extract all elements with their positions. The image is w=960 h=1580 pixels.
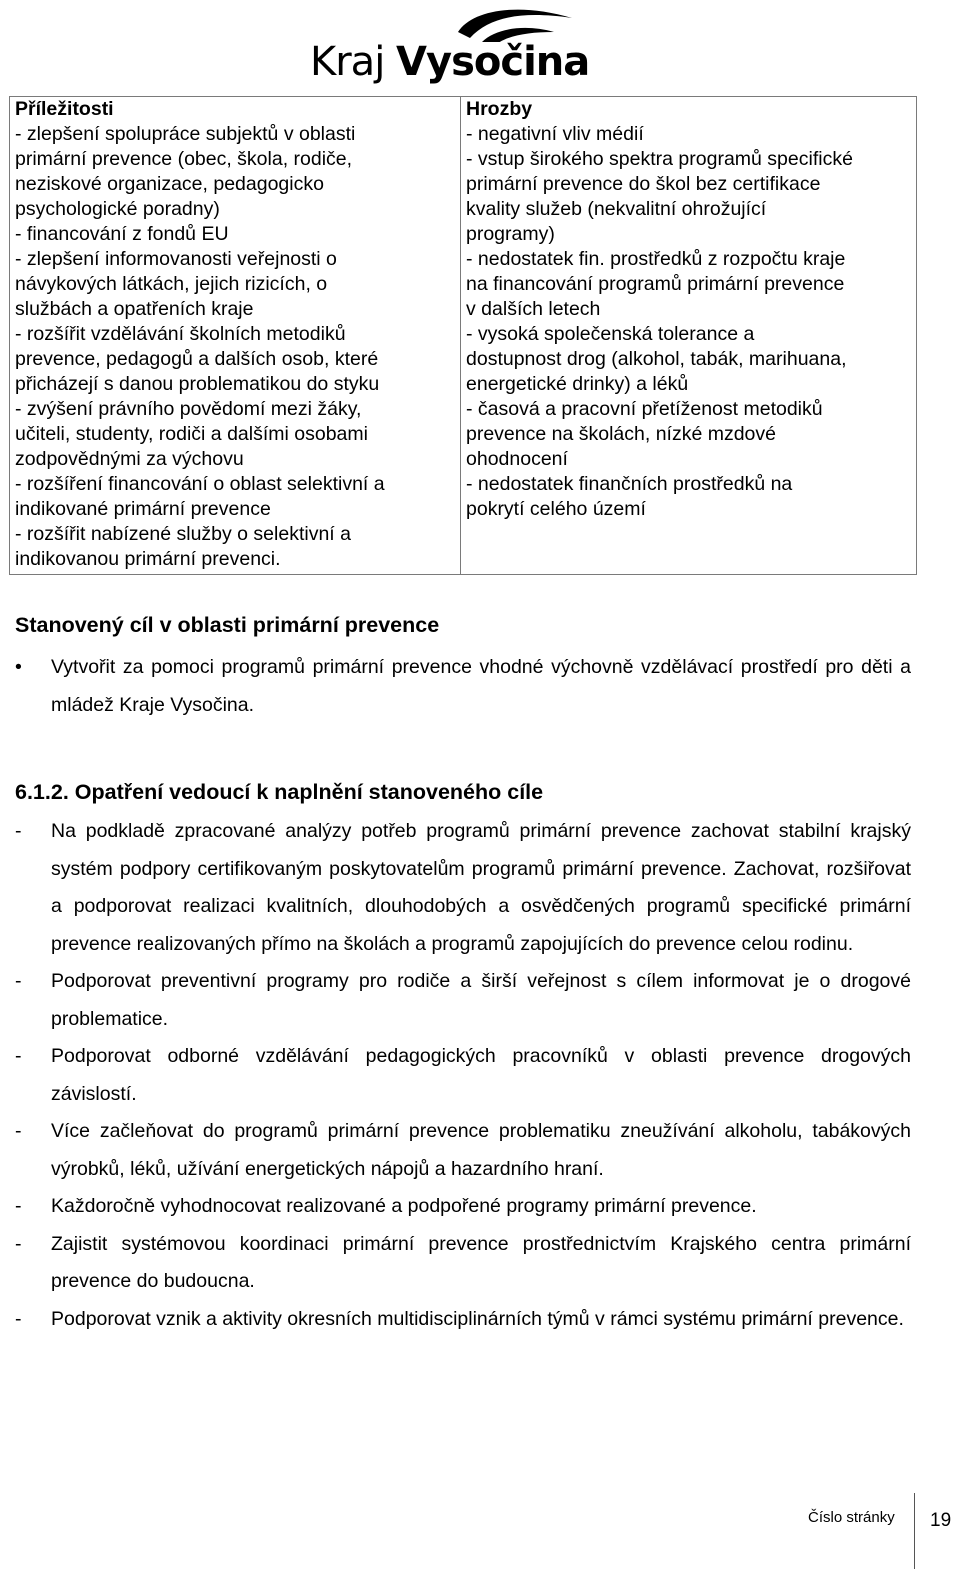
cell-line: zodpovědnými za výchovu bbox=[15, 448, 244, 470]
cell-line: neziskové organizace, pedagogicko bbox=[15, 173, 324, 195]
cell-line: indikované primární prevence bbox=[15, 498, 271, 520]
cell-line: - negativní vliv médií bbox=[466, 123, 644, 145]
cell-line: na financování programů primární prevence bbox=[466, 273, 845, 295]
swot-row bbox=[10, 97, 917, 575]
swot-table bbox=[9, 96, 917, 575]
logo-kraj: Kraj bbox=[310, 39, 385, 85]
swoosh-logo-mark bbox=[310, 2, 580, 42]
cell-line: ohodnocení bbox=[466, 448, 568, 470]
measure-item bbox=[15, 963, 911, 1038]
opportunities-cell bbox=[10, 97, 461, 575]
measure-item bbox=[15, 1226, 911, 1301]
dash-marker: - bbox=[15, 1045, 22, 1067]
measure-text: Na podkladě zpracované analýzy potřeb programů primární prevence zachovat stabilní krajský systém podpory certifikovaným poskytovatelům programů primární prevence. Zachovat, rozšiřovat a podporovat realizaci kvalitních, dlouhodobých a osvědčených programů specifické primární prevence realizovaných přímo na školách a programů zapojujících do prevence celou rodinu. bbox=[51, 820, 911, 955]
cell-line: - rozšířit nabízené služby o selektivní a bbox=[15, 523, 351, 545]
cell-line: energetické drinky) a léků bbox=[466, 373, 689, 395]
cell-line: službách a opatřeních kraje bbox=[15, 298, 254, 320]
opportunities-heading: Příležitosti bbox=[15, 98, 114, 120]
measure-item bbox=[15, 1038, 911, 1113]
measure-text: Každoročně vyhodnocovat realizované a podpořené programy primární prevence. bbox=[51, 1195, 757, 1217]
measure-text: Podporovat vznik a aktivity okresních multidisciplinárních týmů v rámci systému primární prevence. bbox=[51, 1307, 904, 1330]
page-number-label: Číslo stránky bbox=[808, 1509, 895, 1526]
logo-vysocina: Vysočina bbox=[396, 39, 590, 85]
kraj-vysocina-logo bbox=[310, 2, 590, 90]
dash-marker: - bbox=[15, 1232, 22, 1255]
goal-heading: Stanovený cíl v oblasti primární prevence bbox=[15, 613, 440, 637]
measure-text: Podporovat preventivní programy pro rodiče a širší veřejnost s cílem informovat je o drogové problematice. bbox=[51, 970, 911, 1030]
opportunities-list bbox=[15, 122, 456, 572]
cell-line: - financování z fondů EU bbox=[15, 223, 229, 245]
measure-item bbox=[15, 1113, 911, 1188]
cell-line: přicházejí s danou problematikou do styku bbox=[15, 373, 380, 395]
threats-heading: Hrozby bbox=[466, 98, 533, 120]
measure-item bbox=[15, 1301, 911, 1339]
cell-line: kvality služeb (nekvalitní ohrožující bbox=[466, 198, 767, 220]
cell-line: - časová a pracovní přetíženost metodiků bbox=[466, 398, 823, 420]
threats-list bbox=[466, 122, 912, 522]
cell-line: prevence na školách, nízké mzdové bbox=[466, 423, 777, 445]
measure-text: Více začleňovat do programů primární prevence problematiku zneužívání alkoholu, tabákových výrobků, léků, užívání energetických nápojů a hazardního hraní. bbox=[51, 1120, 911, 1180]
cell-line: dostupnost drog (alkohol, tabák, marihuana, bbox=[466, 348, 847, 370]
cell-line: - nedostatek fin. prostředků z rozpočtu kraje bbox=[466, 248, 846, 270]
cell-line: prevence, pedagogů a dalších osob, které bbox=[15, 348, 379, 370]
dash-marker: - bbox=[15, 1195, 22, 1217]
cell-line: - zlepšení informovanosti veřejnosti o bbox=[15, 248, 337, 270]
measure-item bbox=[15, 813, 911, 963]
cell-line: - rozšířit vzdělávání školních metodiků bbox=[15, 323, 346, 345]
measure-text: Podporovat odborné vzdělávání pedagogických pracovníků v oblasti prevence drogových závislostí. bbox=[51, 1045, 911, 1105]
footer-divider bbox=[914, 1493, 915, 1569]
section-heading: 6.1.2. Opatření vedoucí k naplnění stanoveného cíle bbox=[15, 780, 544, 804]
dash-marker: - bbox=[15, 1120, 22, 1142]
cell-line: programy) bbox=[466, 223, 555, 245]
goal-text: Vytvořit za pomoci programů primární prevence vhodné výchovně vzdělávací prostředí pro děti a mládež Kraje Vysočina. bbox=[51, 656, 911, 716]
page-number: 19 bbox=[930, 1510, 952, 1531]
dash-marker: - bbox=[15, 970, 22, 992]
cell-line: - zlepšení spolupráce subjektů v oblasti bbox=[15, 123, 356, 145]
cell-line: - vysoká společenská tolerance a bbox=[466, 323, 755, 345]
bullet-icon: • bbox=[15, 656, 22, 678]
cell-line: pokrytí celého území bbox=[466, 498, 646, 520]
dash-marker: - bbox=[15, 820, 22, 842]
cell-line: - zvýšení právního povědomí mezi žáky, bbox=[15, 398, 362, 420]
cell-line: učiteli, studenty, rodiči a dalšími osobami bbox=[15, 423, 368, 445]
cell-line: indikovanou primární prevenci. bbox=[15, 548, 281, 570]
cell-line: - nedostatek finančních prostředků na bbox=[466, 473, 793, 495]
dash-marker: - bbox=[15, 1307, 22, 1330]
logo-wordmark bbox=[310, 38, 589, 86]
cell-line: psychologické poradny) bbox=[15, 198, 220, 220]
cell-line: primární prevence (obec, škola, rodiče, bbox=[15, 148, 353, 170]
cell-line: návykových látkách, jejich rizicích, o bbox=[15, 273, 328, 295]
cell-line: primární prevence do škol bez certifikace bbox=[466, 173, 821, 195]
cell-line: - vstup širokého spektra programů specifické bbox=[466, 148, 853, 170]
measure-text: Zajistit systémovou koordinaci primární prevence prostřednictvím Krajského centra primární prevence do budoucna. bbox=[51, 1232, 911, 1292]
cell-line: - rozšíření financování o oblast selektivní a bbox=[15, 473, 385, 495]
measures-list bbox=[15, 813, 911, 1338]
measure-item bbox=[15, 1188, 911, 1226]
threats-cell bbox=[461, 97, 917, 575]
cell-line: v dalších letech bbox=[466, 298, 601, 320]
